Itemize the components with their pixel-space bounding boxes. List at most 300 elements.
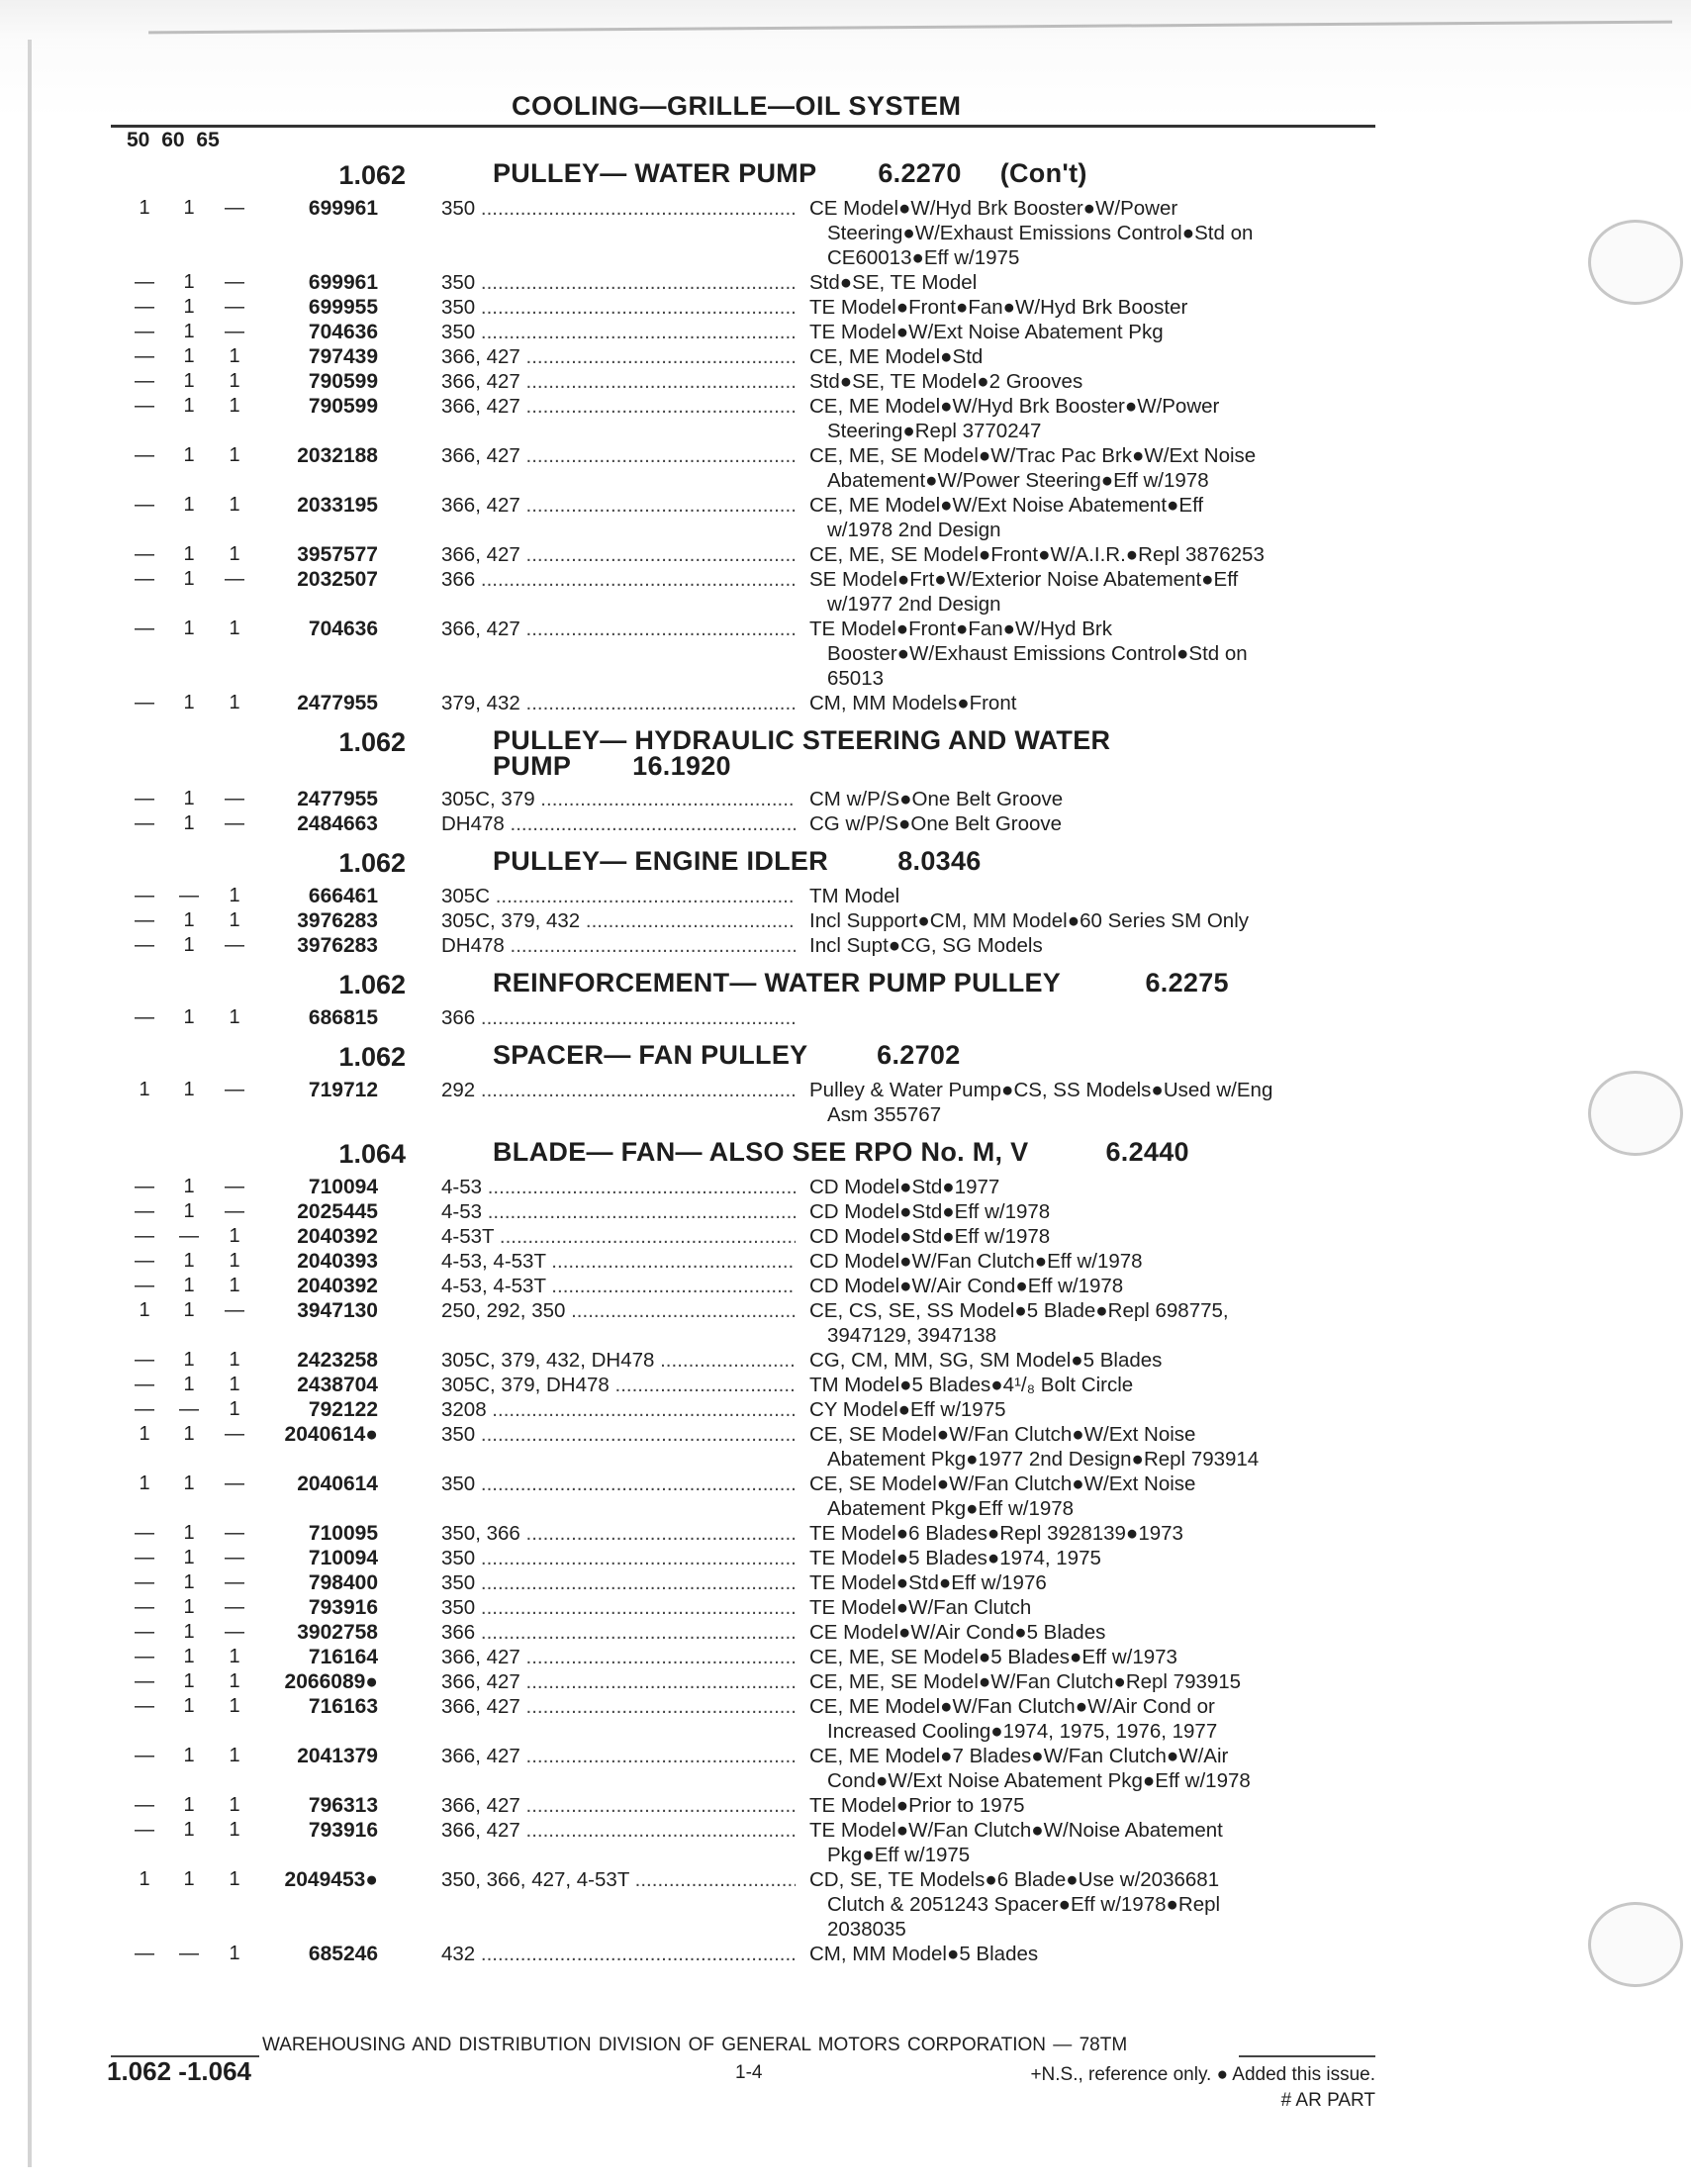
- qty-65-series: 1: [229, 543, 240, 565]
- description-line: TE Model●5 Blades●1974, 1975: [809, 1547, 1101, 1569]
- engine-application: 366, 427 .....: [441, 1645, 796, 1669]
- table-row: [0, 811, 1691, 836]
- section-code: 1.062: [338, 1042, 406, 1072]
- qty-50-series: —: [135, 1596, 154, 1618]
- qty-50-series: 1: [139, 1868, 150, 1890]
- qty-50-series: —: [135, 1275, 154, 1296]
- engine-application: 366, 427 .....: [441, 394, 796, 419]
- qty-65-series: —: [225, 271, 244, 293]
- description-line: Clutch & 2051243 Spacer●Eff w/1978●Repl: [827, 1893, 1221, 1916]
- section-code: 1.062: [338, 848, 406, 878]
- engine-application: 350 .....: [441, 295, 796, 320]
- part-number: 666461: [308, 885, 378, 907]
- part-number: 790599: [308, 395, 378, 418]
- part-description: [809, 344, 1363, 369]
- part-number: 704636: [308, 321, 378, 343]
- engine-application: 366, 427 .....: [441, 1669, 796, 1694]
- part-description: [809, 369, 1363, 394]
- table-row: [0, 617, 1691, 691]
- qty-65-series: 1: [229, 885, 240, 906]
- qty-60-series: 1: [183, 617, 195, 639]
- part-number: 3947130: [297, 1299, 378, 1322]
- engine-application: 366 .....: [441, 1620, 796, 1645]
- part-number: 2040393: [297, 1250, 378, 1273]
- description-line: TE Model●W/Fan Clutch●W/Noise Abatement: [809, 1819, 1223, 1842]
- engine-application: 350 .....: [441, 196, 796, 221]
- part-description: [809, 443, 1363, 493]
- qty-50-series: —: [135, 271, 154, 293]
- part-number: 2477955: [297, 692, 378, 714]
- table-row: [0, 369, 1691, 394]
- section-title: PULLEY— WATER PUMP 6.2270 (Con't): [493, 158, 1087, 188]
- part-description: [809, 1298, 1363, 1348]
- page-top-edge: [148, 3, 1672, 35]
- qty-65-series: —: [225, 1200, 244, 1222]
- qty-60-series: —: [179, 1943, 199, 1964]
- qty-65-series: —: [225, 1299, 244, 1321]
- description-line: CE, ME Model●W/Ext Noise Abatement●Eff: [809, 494, 1204, 517]
- qty-60-series: 1: [183, 1547, 195, 1568]
- part-description: [809, 1224, 1363, 1249]
- qty-60-series: 1: [183, 494, 195, 516]
- part-description: [809, 1570, 1363, 1595]
- part-number: 716163: [308, 1695, 378, 1718]
- part-description: [809, 617, 1363, 691]
- part-description: [809, 1521, 1363, 1546]
- qty-60-series: 1: [183, 1596, 195, 1618]
- section-header: [0, 1038, 1691, 1078]
- engine-application: 350 .....: [441, 270, 796, 295]
- engine-application: 292 .....: [441, 1078, 796, 1102]
- qty-50-series: —: [135, 395, 154, 417]
- part-description: [809, 933, 1363, 958]
- description-line: CD Model●W/Air Cond●Eff w/1978: [809, 1275, 1124, 1297]
- qty-60-series: 1: [183, 395, 195, 417]
- qty-65-series: 1: [229, 692, 240, 713]
- section-title: BLADE— FAN— ALSO SEE RPO No. M, V 6.2440: [493, 1137, 1189, 1167]
- part-number: 710095: [308, 1522, 378, 1545]
- part-number: 3902758: [297, 1621, 378, 1644]
- engine-application: 3208 .....: [441, 1397, 796, 1422]
- part-description: [809, 394, 1363, 443]
- description-line: Steering●Repl 3770247: [827, 420, 1042, 442]
- qty-60-series: —: [179, 1225, 199, 1247]
- qty-60-series: 1: [183, 1868, 195, 1890]
- qty-65-series: 1: [229, 1819, 240, 1841]
- part-description: [809, 787, 1363, 811]
- qty-50-series: —: [135, 812, 154, 834]
- qty-50-series: —: [135, 296, 154, 318]
- qty-65-series: 1: [229, 444, 240, 466]
- part-number: 2438704: [297, 1374, 378, 1396]
- part-description: [809, 1175, 1363, 1199]
- qty-50-series: —: [135, 494, 154, 516]
- qty-60-series: 1: [183, 543, 195, 565]
- part-description: [809, 1645, 1363, 1669]
- footer-division-line: WAREHOUSING AND DISTRIBUTION DIVISION OF GENERAL MOTORS CORPORATION — 78TM: [262, 2035, 1128, 2055]
- table-row: [0, 1744, 1691, 1793]
- table-row: [0, 1867, 1691, 1942]
- part-description: [809, 1274, 1363, 1298]
- qty-50-series: —: [135, 692, 154, 713]
- part-number: 3976283: [297, 934, 378, 957]
- table-row: [0, 1669, 1691, 1694]
- qty-60-series: 1: [183, 1794, 195, 1816]
- qty-60-series: 1: [183, 1349, 195, 1371]
- part-number: 3976283: [297, 909, 378, 932]
- qty-60-series: 1: [183, 568, 195, 590]
- section-title: SPACER— FAN PULLEY 6.2702: [493, 1040, 961, 1070]
- engine-application: 366, 427 .....: [441, 617, 796, 641]
- section-title: REINFORCEMENT— WATER PUMP PULLEY 6.2275: [493, 968, 1229, 997]
- qty-60-series: 1: [183, 1275, 195, 1296]
- section-code: 1.064: [338, 1139, 406, 1169]
- part-number: 797439: [308, 345, 378, 368]
- description-line: CD Model●Std●Eff w/1978: [809, 1200, 1051, 1223]
- table-row: [0, 1005, 1691, 1030]
- part-description: [809, 1249, 1363, 1274]
- description-line: TE Model●W/Fan Clutch: [809, 1596, 1032, 1619]
- qty-60-series: 1: [183, 1006, 195, 1028]
- part-number: 3957577: [297, 543, 378, 566]
- qty-65-series: 1: [229, 909, 240, 931]
- part-number: 719712: [308, 1079, 378, 1101]
- part-number: 2033195: [297, 494, 378, 517]
- qty-65-series: —: [225, 1423, 244, 1445]
- qty-65-series: 1: [229, 1225, 240, 1247]
- part-number: 710094: [308, 1176, 378, 1198]
- part-description: [809, 1078, 1363, 1127]
- qty-65-series: 1: [229, 1794, 240, 1816]
- description-line: TE Model●Std●Eff w/1976: [809, 1571, 1047, 1594]
- engine-application: 366, 427 .....: [441, 542, 796, 567]
- section-title: PULLEY— ENGINE IDLER 8.0346: [493, 846, 982, 876]
- engine-application: 350 .....: [441, 1595, 796, 1620]
- part-number: 2032188: [297, 444, 378, 467]
- qty-60-series: 1: [183, 1299, 195, 1321]
- qty-60-series: 1: [183, 1695, 195, 1717]
- qty-50-series: 1: [139, 197, 150, 219]
- qty-50-series: —: [135, 568, 154, 590]
- part-description: [809, 1546, 1363, 1570]
- qty-50-series: 1: [139, 1423, 150, 1445]
- qty-60-series: 1: [183, 1374, 195, 1395]
- qty-60-series: 1: [183, 197, 195, 219]
- qty-65-series: —: [225, 812, 244, 834]
- description-line: CE Model●W/Air Cond●5 Blades: [809, 1621, 1106, 1644]
- part-description: [809, 1669, 1363, 1694]
- description-line: w/1977 2nd Design: [827, 593, 1001, 616]
- qty-65-series: —: [225, 1079, 244, 1100]
- description-line: Increased Cooling●1974, 1975, 1976, 1977: [827, 1720, 1218, 1743]
- table-row: [0, 320, 1691, 344]
- qty-50-series: —: [135, 617, 154, 639]
- part-description: [809, 1694, 1363, 1744]
- table-row: [0, 1298, 1691, 1348]
- qty-60-series: 1: [183, 812, 195, 834]
- qty-65-series: 1: [229, 1868, 240, 1890]
- description-line: CE, ME Model●7 Blades●W/Fan Clutch●W/Air: [809, 1745, 1229, 1767]
- description-line: TE Model●Front●Fan●W/Hyd Brk: [809, 617, 1112, 640]
- description-line: TE Model●6 Blades●Repl 3928139●1973: [809, 1522, 1183, 1545]
- page-title: COOLING—GRILLE—OIL SYSTEM: [512, 91, 962, 121]
- qty-65-series: 1: [229, 370, 240, 392]
- section-header: [0, 156, 1691, 196]
- qty-50-series: —: [135, 444, 154, 466]
- table-row: [0, 1645, 1691, 1669]
- part-description: [809, 1472, 1363, 1521]
- part-description: [809, 295, 1363, 320]
- table-row: [0, 295, 1691, 320]
- table-row: [0, 1274, 1691, 1298]
- description-line: CE, CS, SE, SS Model●5 Blade●Repl 698775,: [809, 1299, 1229, 1322]
- table-row: [0, 493, 1691, 542]
- description-line: CE, ME Model●W/Fan Clutch●W/Air Cond or: [809, 1695, 1215, 1718]
- table-row: [0, 1818, 1691, 1867]
- table-row: [0, 542, 1691, 567]
- qty-65-series: 1: [229, 1374, 240, 1395]
- part-number: 704636: [308, 617, 378, 640]
- description-line: Std●SE, TE Model: [809, 271, 978, 294]
- qty-50-series: —: [135, 1794, 154, 1816]
- section-header: [0, 844, 1691, 884]
- qty-50-series: —: [135, 1006, 154, 1028]
- table-row: [0, 344, 1691, 369]
- description-line: CE Model●W/Hyd Brk Booster●W/Power: [809, 197, 1178, 220]
- qty-50-series: —: [135, 1349, 154, 1371]
- qty-65-series: —: [225, 1547, 244, 1568]
- table-row: [0, 1422, 1691, 1472]
- description-line: Cond●W/Ext Noise Abatement Pkg●Eff w/1978: [827, 1769, 1251, 1792]
- part-number: 699961: [308, 197, 378, 220]
- table-row: [0, 1595, 1691, 1620]
- qty-50-series: —: [135, 345, 154, 367]
- qty-60-series: 1: [183, 1571, 195, 1593]
- qty-50-series: —: [135, 909, 154, 931]
- qty-65-series: 1: [229, 1006, 240, 1028]
- description-line: 3947129, 3947138: [827, 1324, 997, 1347]
- qty-50-series: —: [135, 1176, 154, 1197]
- table-row: [0, 1694, 1691, 1744]
- description-line: Asm 355767: [827, 1103, 942, 1126]
- qty-60-series: 1: [183, 934, 195, 956]
- part-description: [809, 542, 1363, 567]
- part-number: 793916: [308, 1819, 378, 1842]
- part-number: 798400: [308, 1571, 378, 1594]
- engine-application: 305C, 379, 432 .....: [441, 908, 796, 933]
- qty-65-series: 1: [229, 395, 240, 417]
- table-row: [0, 884, 1691, 908]
- engine-application: 366, 427 .....: [441, 344, 796, 369]
- qty-65-series: 1: [229, 1275, 240, 1296]
- part-number: 2049453●: [284, 1868, 378, 1891]
- part-number: 686815: [308, 1006, 378, 1029]
- qty-65-series: —: [225, 788, 244, 809]
- table-row: [0, 787, 1691, 811]
- qty-65-series: —: [225, 1176, 244, 1197]
- engine-application: DH478 .....: [441, 811, 796, 836]
- table-row: [0, 1793, 1691, 1818]
- qty-50-series: —: [135, 1571, 154, 1593]
- description-line: CE, ME, SE Model●Front●W/A.I.R.●Repl 3876253: [809, 543, 1265, 566]
- engine-application: 366, 427 .....: [441, 1694, 796, 1719]
- description-line: CD Model●W/Fan Clutch●Eff w/1978: [809, 1250, 1143, 1273]
- qty-60-series: —: [179, 885, 199, 906]
- part-description: [809, 196, 1363, 270]
- qty-50-series: —: [135, 370, 154, 392]
- qty-50-series: —: [135, 1522, 154, 1544]
- qty-60-series: 1: [183, 1621, 195, 1643]
- part-description: [809, 1942, 1363, 1966]
- table-row: [0, 691, 1691, 715]
- footer-rule-right: [1239, 2055, 1375, 2057]
- part-number: 2040614●: [284, 1423, 378, 1446]
- qty-65-series: —: [225, 1472, 244, 1494]
- qty-50-series: —: [135, 1745, 154, 1766]
- description-line: TE Model●W/Ext Noise Abatement Pkg: [809, 321, 1164, 343]
- engine-application: 350 .....: [441, 1422, 796, 1447]
- engine-application: 305C, 379, 432, DH478 .....: [441, 1348, 796, 1373]
- engine-application: 4-53 .....: [441, 1175, 796, 1199]
- qty-60-series: 1: [183, 1250, 195, 1272]
- qty-50-series: —: [135, 1695, 154, 1717]
- part-description: [809, 811, 1363, 836]
- qty-50-series: —: [135, 543, 154, 565]
- qty-65-series: 1: [229, 1695, 240, 1717]
- table-row: [0, 270, 1691, 295]
- part-description: [809, 1397, 1363, 1422]
- description-line: CY Model●Eff w/1975: [809, 1398, 1006, 1421]
- part-number: 699955: [308, 296, 378, 319]
- description-line: TE Model●Prior to 1975: [809, 1794, 1025, 1817]
- qty-65-series: 1: [229, 1646, 240, 1667]
- qty-50-series: —: [135, 1670, 154, 1692]
- qty-50-series: —: [135, 1225, 154, 1247]
- qty-60-series: 1: [183, 296, 195, 318]
- engine-application: 366, 427 .....: [441, 1818, 796, 1843]
- section-header: [0, 1135, 1691, 1175]
- qty-60-series: 1: [183, 1522, 195, 1544]
- part-number: 790599: [308, 370, 378, 393]
- description-line: CE, ME, SE Model●5 Blades●Eff w/1973: [809, 1646, 1177, 1668]
- qty-65-series: —: [225, 1522, 244, 1544]
- table-row: [0, 1199, 1691, 1224]
- part-number: 2025445: [297, 1200, 378, 1223]
- table-row: [0, 1521, 1691, 1546]
- qty-65-series: 1: [229, 1943, 240, 1964]
- description-line: Std●SE, TE Model●2 Grooves: [809, 370, 1083, 393]
- engine-application: 250, 292, 350 .....: [441, 1298, 796, 1323]
- title-rule: [111, 125, 1375, 128]
- qty-60-series: 1: [183, 271, 195, 293]
- qty-50-series: 1: [139, 1299, 150, 1321]
- engine-application: 350 .....: [441, 1546, 796, 1570]
- part-description: [809, 1744, 1363, 1793]
- table-row: [0, 1472, 1691, 1521]
- table-row: [0, 1942, 1691, 1966]
- part-number: 716164: [308, 1646, 378, 1668]
- part-number: 685246: [308, 1943, 378, 1965]
- part-description: [809, 1373, 1363, 1397]
- description-line: TE Model●Front●Fan●W/Hyd Brk Booster: [809, 296, 1188, 319]
- engine-application: 366 .....: [441, 1005, 796, 1030]
- table-row: [0, 1348, 1691, 1373]
- engine-application: 366, 427 .....: [441, 493, 796, 518]
- part-number: 2040614: [297, 1472, 378, 1495]
- qty-50-series: 1: [139, 1079, 150, 1100]
- table-row: [0, 1373, 1691, 1397]
- qty-60-series: 1: [183, 909, 195, 931]
- footer-section-range: 1.062 -1.064: [107, 2056, 252, 2086]
- table-row: [0, 443, 1691, 493]
- qty-60-series: 1: [183, 1745, 195, 1766]
- part-description: [809, 691, 1363, 715]
- description-line: CE, ME, SE Model●W/Trac Pac Brk●W/Ext Noise: [809, 444, 1257, 467]
- engine-application: 4-53, 4-53T .....: [441, 1249, 796, 1274]
- engine-application: 366, 427 .....: [441, 1793, 796, 1818]
- description-line: SE Model●Frt●W/Exterior Noise Abatement●Eff: [809, 568, 1239, 591]
- description-line: CE, SE Model●W/Fan Clutch●W/Ext Noise: [809, 1472, 1196, 1495]
- qty-65-series: 1: [229, 1250, 240, 1272]
- part-description: [809, 1595, 1363, 1620]
- description-line: CG w/P/S●One Belt Groove: [809, 812, 1063, 835]
- qty-65-series: —: [225, 321, 244, 342]
- qty-60-series: 1: [183, 1472, 195, 1494]
- engine-application: 4-53T .....: [441, 1224, 796, 1249]
- qty-50-series: —: [135, 1374, 154, 1395]
- qty-60-series: 1: [183, 1423, 195, 1445]
- table-row: [0, 933, 1691, 958]
- engine-application: 4-53 .....: [441, 1199, 796, 1224]
- section-header: [0, 966, 1691, 1005]
- part-description: [809, 1422, 1363, 1472]
- qty-65-series: —: [225, 296, 244, 318]
- part-description: [809, 493, 1363, 542]
- section-code: 1.062: [338, 160, 406, 190]
- part-number: 2040392: [297, 1275, 378, 1297]
- qty-60-series: 1: [183, 370, 195, 392]
- qty-65-series: 1: [229, 617, 240, 639]
- part-number: 2423258: [297, 1349, 378, 1372]
- part-number: 699961: [308, 271, 378, 294]
- part-number: 792122: [308, 1398, 378, 1421]
- qty-50-series: —: [135, 1819, 154, 1841]
- qty-50-series: —: [135, 321, 154, 342]
- engine-application: 432 .....: [441, 1942, 796, 1966]
- qty-65-series: 1: [229, 1349, 240, 1371]
- qty-65-series: 1: [229, 494, 240, 516]
- qty-60-series: —: [179, 1398, 199, 1420]
- description-line: Booster●W/Exhaust Emissions Control●Std on: [827, 642, 1248, 665]
- qty-60-series: 1: [183, 1200, 195, 1222]
- engine-application: 366 .....: [441, 567, 796, 592]
- table-row: [0, 196, 1691, 270]
- qty-50-series: —: [135, 885, 154, 906]
- part-description: [809, 270, 1363, 295]
- qty-60-series: 1: [183, 1670, 195, 1692]
- part-description: [809, 1199, 1363, 1224]
- description-line: CM, MM Model●5 Blades: [809, 1943, 1039, 1965]
- qty-65-series: 1: [229, 1745, 240, 1766]
- table-row: [0, 1570, 1691, 1595]
- description-line: Steering●W/Exhaust Emissions Control●Std on: [827, 222, 1254, 244]
- qty-65-series: —: [225, 1596, 244, 1618]
- part-description: [809, 884, 1363, 908]
- description-line: Abatement Pkg●Eff w/1978: [827, 1497, 1075, 1520]
- qty-65-series: —: [225, 1621, 244, 1643]
- part-number: 2477955: [297, 788, 378, 810]
- table-row: [0, 1249, 1691, 1274]
